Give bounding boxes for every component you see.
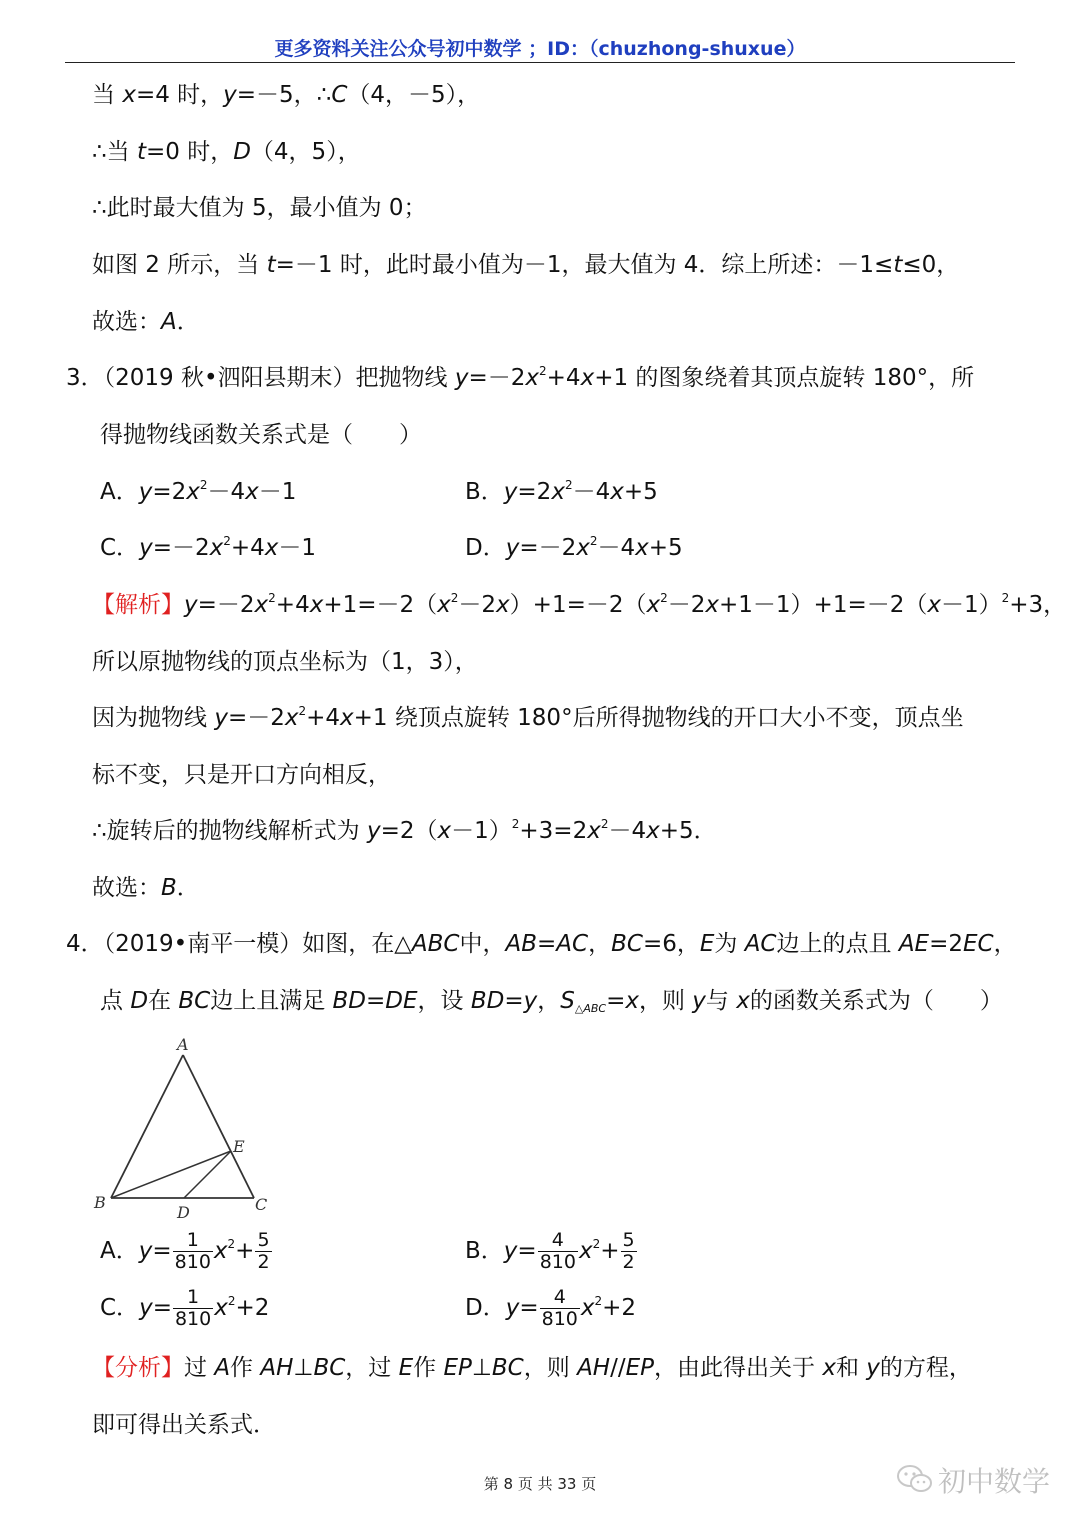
q4-option-b: B．y= $\frac{4}{810}$ $x^2+$ $\frac{5}{2}$ — [465, 1229, 635, 1273]
analysis-line-2: 即可得出关系式． — [92, 1412, 276, 1438]
analysis-tag: 【分析】 — [92, 1355, 184, 1381]
text-line-2: ∴当 t=0 时，D（4，5）， — [92, 139, 361, 165]
fraction: $\frac{4}{810}$ — [541, 1286, 578, 1330]
q4-option-d: D．y= $\frac{4}{810}$ $x^2+2$ — [465, 1286, 637, 1330]
question-3-stem-cont: 得抛物线函数关系式是（ ） — [100, 422, 422, 448]
page-number: 第 8 页 共 33 页 — [483, 1475, 597, 1493]
triangle-figure — [88, 1032, 288, 1227]
side-ac — [183, 1055, 254, 1198]
q4-option-c: C．y= $\frac{1}{810}$ $x^2+2$ — [100, 1286, 270, 1330]
text-line-3: ∴此时最大值为 5，最小值为 0； — [92, 195, 427, 221]
label-e: E — [233, 1137, 245, 1156]
label-d: D — [177, 1203, 190, 1222]
text-line-5: 故选：A． — [92, 309, 200, 335]
q4-option-a: A．y= $\frac{1}{810}$ $x^2+$ $\frac{5}{2}$ — [100, 1229, 270, 1273]
text-line-4: 如图 2 所示，当 t=－1 时，此时最小值为－1，最大值为 4．综上所述：－1≤t≤0， — [92, 252, 960, 278]
text-line-1: 当 x=4 时，y=－5，∴C（4，－5）， — [92, 82, 481, 108]
solution-line-2: 所以原抛物线的顶点坐标为（1，3）， — [92, 649, 478, 675]
question-4-stem-cont: 点 D在 BC边上且满足 BD=DE，设 BD=y，$S_{\triangle ABC}=x$，则 y与 x的函数关系式为（ ） — [100, 988, 1003, 1015]
label-c: C — [255, 1195, 268, 1214]
q3-option-b: B．$y=2x^2-4x+5$ — [465, 478, 658, 505]
segment-be — [111, 1151, 231, 1198]
watermark: 初中数学 — [938, 1465, 1051, 1498]
solution-line-5: ∴旋转后的抛物线解析式为 $y=2(x-1)^2+3=2x^2-4x+5$． — [92, 817, 717, 844]
fraction: $\frac{1}{810}$ — [174, 1286, 212, 1330]
header-divider — [65, 62, 1015, 63]
solution-line-4: 标不变，只是开口方向相反， — [92, 762, 391, 788]
q3-option-d: D．$y=-2x^2-4x+5$ — [465, 534, 683, 561]
fraction: $\frac{1}{810}$ — [174, 1229, 211, 1273]
q3-option-a: A．$y=2x^2-4x-1$ — [100, 478, 297, 505]
segment-de — [184, 1151, 231, 1198]
fraction: $\frac{5}{2}$ — [622, 1229, 635, 1273]
fraction: $\frac{4}{810}$ — [539, 1229, 576, 1273]
solution-line-1: 【解析】$y=-2x^2+4x+1=-2(x^2-2x)+1=-2(x^2-2x+1-1)+1=-2(x-1)^2+3$， — [92, 591, 1067, 618]
analysis-line-1: 【分析】过 A作 AH⊥BC，过 E作 EP⊥BC，则 AH//EP，由此得出关于 x和 y的方程， — [92, 1355, 972, 1381]
page-header: 更多资料关注公众号初中数学 ；ID：（chuzhong-shuxue） — [274, 38, 806, 60]
solution-tag: 【解析】 — [92, 592, 184, 618]
solution-line-3: 因为抛物线 $y=-2x^2+4x+1$ 绕顶点旋转 180°后所得抛物线的开口大小不变，顶点坐 — [92, 704, 964, 731]
fraction: $\frac{5}{2}$ — [257, 1229, 270, 1273]
label-b: B — [94, 1193, 106, 1212]
side-ab — [111, 1055, 183, 1198]
wechat-icon — [895, 1462, 935, 1496]
label-a: A — [177, 1035, 189, 1054]
question-3-stem: 3．（2019 秋•泗阳县期末）把抛物线 $y=-2x^2+4x+1$ 的图象绕着其顶点旋转 180°，所 — [66, 364, 975, 391]
question-4-stem: 4．（2019•南平一模）如图，在△ABC中，AB=AC，BC=6，E为 AC边上的点且 AE=2EC， — [66, 931, 1017, 957]
solution-line-6: 故选：B． — [92, 875, 200, 901]
q3-option-c: C．$y=-2x^2+4x-1$ — [100, 534, 317, 561]
